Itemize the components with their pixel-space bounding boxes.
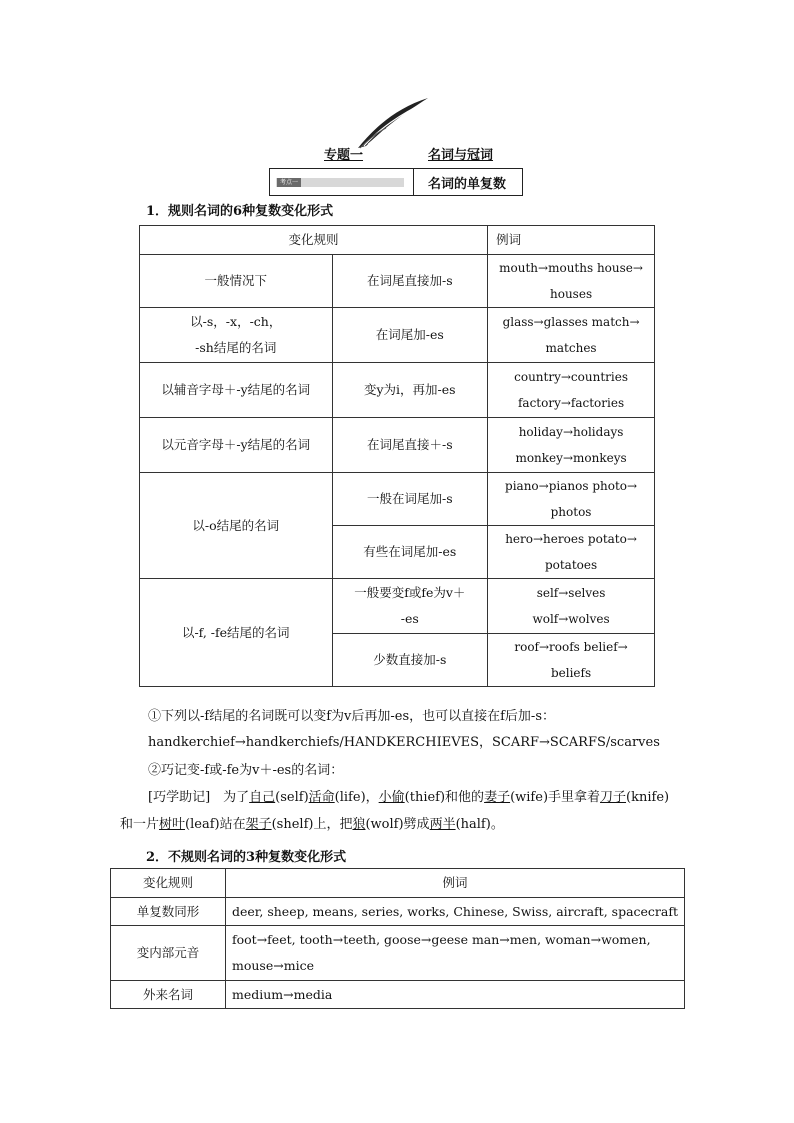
- rule-cell: 外来名词: [111, 981, 226, 1009]
- example-cell: [488, 418, 655, 473]
- example-cell: [488, 473, 655, 526]
- mnemonic-keyword: 架子: [245, 817, 272, 832]
- example-line: potatoes: [544, 558, 598, 572]
- category-cell: 以-f, -fe结尾的名词: [140, 579, 333, 687]
- mnemonic-keyword: 两半: [429, 817, 456, 832]
- example-line: matches: [545, 341, 597, 355]
- example-line: mouse→mice: [232, 958, 314, 973]
- section-tag-area: [270, 169, 414, 195]
- heading-irregular-plurals: 2．不规则名词的3种复数变化形式: [146, 850, 347, 865]
- irregular-plurals-table: [110, 868, 685, 1009]
- rule-cell: 在词尾直接加-s: [332, 255, 488, 308]
- category-cell: 以辅音字母＋-y结尾的名词: [140, 363, 333, 418]
- table-row: [140, 308, 655, 363]
- table-row: [140, 579, 655, 634]
- rule-line: -es: [400, 611, 419, 626]
- category-cell: 以元音字母＋-y结尾的名词: [140, 418, 333, 473]
- mnemonic-keyword: 妻子: [484, 790, 511, 805]
- example-cell: [488, 579, 655, 634]
- mnemonic-keyword: 小偷: [378, 790, 405, 805]
- topic-label: 专题一: [324, 148, 364, 163]
- category-cell: 以-o结尾的名词: [140, 473, 333, 579]
- section-tag-bar: [276, 178, 404, 187]
- mnemonic-line-1: [148, 788, 669, 808]
- topic-title: 名词与冠词: [428, 148, 494, 163]
- header-rule: 变化规则: [140, 226, 488, 255]
- category-cell: 一般情况下: [140, 255, 333, 308]
- example-cell: [488, 634, 655, 687]
- mnemonic-line-2: [120, 815, 504, 835]
- table-row: [140, 255, 655, 308]
- example-line: wolf→wolves: [532, 612, 610, 626]
- category-line: 以-s，-x，-ch，: [190, 314, 282, 329]
- mnemonic-keyword: 活命: [308, 790, 335, 805]
- mnemonic-text: (shelf)上，把: [271, 817, 353, 832]
- example-line: beliefs: [550, 666, 592, 680]
- table-row: [111, 981, 685, 1009]
- header-rule: 变化规则: [111, 869, 226, 898]
- rule-cell: 变y为i，再加-es: [332, 363, 488, 418]
- rule-cell: 变内部元音: [111, 926, 226, 981]
- example-cell: deer, sheep, means, series, works, Chinese, Swiss, aircraft, spacecraft: [226, 898, 685, 926]
- note-two: ②巧记变-f或-fe为v＋-es的名词：: [148, 763, 344, 778]
- mnemonic-text: (life)，: [334, 790, 379, 805]
- example-cell: [488, 526, 655, 579]
- example-line: country→countries: [514, 370, 628, 384]
- example-cell: medium→media: [226, 981, 685, 1009]
- mnemonic-text: (wife)手里拿着: [510, 790, 601, 805]
- example-cell: [488, 363, 655, 418]
- mnemonic-keyword: 刀子: [600, 790, 627, 805]
- example-line: factory→factories: [517, 396, 625, 410]
- mnemonic-text: 和一片: [120, 817, 160, 832]
- rule-line: 一般要变f或fe为v＋: [354, 585, 466, 600]
- example-line: piano→pianos photo→: [505, 479, 638, 493]
- mnemonic-text: (knife): [626, 790, 670, 805]
- header-example: 例词: [488, 226, 655, 255]
- mnemonic-text: (self): [275, 790, 309, 805]
- mnemonic-text: (thief)和他的: [404, 790, 485, 805]
- example-cell: [488, 255, 655, 308]
- table-row: [140, 473, 655, 526]
- rule-cell: 在词尾加-es: [332, 308, 488, 363]
- section-tag: 考点一: [277, 178, 301, 187]
- mnemonic-text: (leaf)站在: [185, 817, 246, 832]
- rule-cell: 有些在词尾加-es: [332, 526, 488, 579]
- mnemonic-keyword: 狼: [352, 817, 366, 832]
- table-header-row: [140, 226, 655, 255]
- header-example: 例词: [226, 869, 685, 898]
- example-line: mouth→mouths house→: [499, 261, 643, 275]
- table-header-row: [111, 869, 685, 898]
- note-one-examples: handkerchief→handkerchiefs/HANDKERCHIEVES，SCARF→SCARFS/scarves: [148, 735, 660, 750]
- table-row: [111, 898, 685, 926]
- rule-cell: 一般在词尾加-s: [332, 473, 488, 526]
- table-row: [140, 418, 655, 473]
- mnemonic-keyword: 树叶: [159, 817, 186, 832]
- example-line: foot→feet, tooth→teeth, goose→geese man→men, woman→women,: [232, 932, 651, 947]
- rule-cell: 少数直接加-s: [332, 634, 488, 687]
- section-title: 名词的单复数: [428, 177, 507, 192]
- mnemonic-text: [巧学助记] 为了: [148, 790, 250, 805]
- example-cell: [488, 308, 655, 363]
- table-row: [111, 926, 685, 981]
- rule-cell: 单复数同形: [111, 898, 226, 926]
- table-row: [140, 363, 655, 418]
- mnemonic-text: (wolf)劈成: [365, 817, 430, 832]
- example-line: hero→heroes potato→: [505, 532, 637, 546]
- regular-plurals-table: [139, 225, 655, 687]
- rule-cell: [332, 579, 488, 634]
- example-line: self→selves: [536, 586, 606, 600]
- category-cell: [140, 308, 333, 363]
- feather-logo-icon: [356, 98, 430, 150]
- mnemonic-keyword: 自己: [249, 790, 276, 805]
- section-title-box: [269, 168, 523, 196]
- rule-cell: 在词尾直接＋-s: [332, 418, 488, 473]
- example-line: holiday→holidays: [518, 425, 624, 439]
- mnemonic-text: (half)。: [455, 817, 504, 832]
- category-line: -sh结尾的名词: [195, 340, 277, 355]
- example-cell: [226, 926, 685, 981]
- example-line: roof→roofs belief→: [514, 640, 628, 654]
- example-line: houses: [550, 287, 593, 301]
- example-line: glass→glasses match→: [502, 315, 640, 329]
- example-line: photos: [550, 505, 592, 519]
- example-line: monkey→monkeys: [515, 451, 627, 465]
- heading-regular-plurals: 1．规则名词的6种复数变化形式: [146, 204, 334, 219]
- note-one: ①下列以-f结尾的名词既可以变f为v后再加-es，也可以直接在f后加-s：: [148, 709, 555, 724]
